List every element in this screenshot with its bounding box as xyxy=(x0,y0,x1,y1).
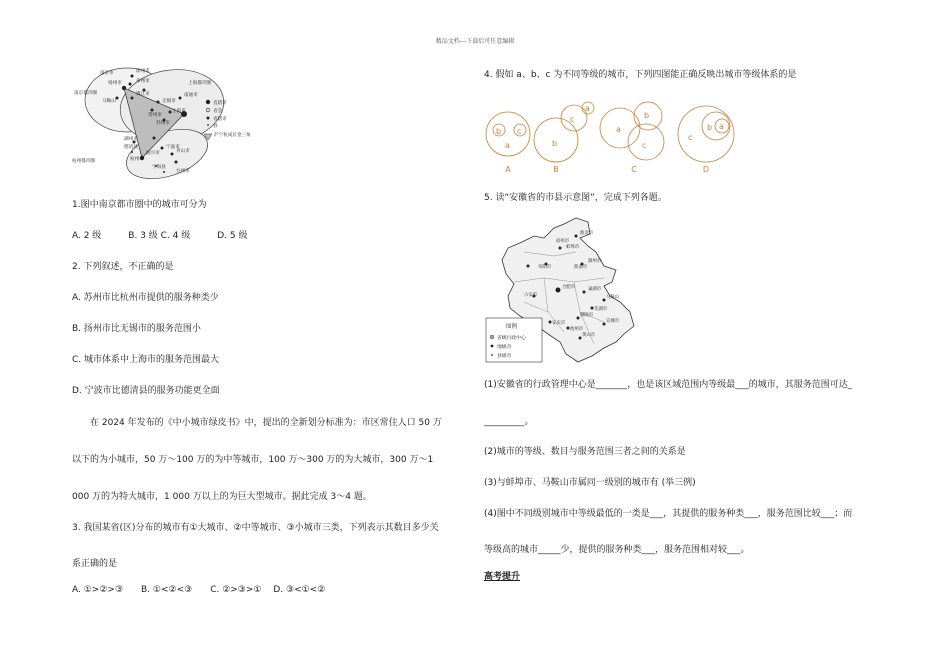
question-5: 5. 读“安徽省的市县示意图”，完成下列各题。 xyxy=(484,193,667,203)
question-2-option-a: A. 苏州市比杭州市提供的服务种类少 xyxy=(72,293,219,303)
svg-text:六安市: 六安市 xyxy=(524,293,538,298)
diagram-d-big-circle xyxy=(678,106,734,162)
svg-text:省会: 省会 xyxy=(213,109,223,114)
intro-paragraph-line-2: 以下的为小城市，50 万～100 万的为中等城市，100 万～300 万的为大城市，300 万～1 xyxy=(72,455,434,465)
svg-text:上海市: 上海市 xyxy=(172,109,186,114)
svg-text:沪宁杭成长金三角: 沪宁杭成长金三角 xyxy=(214,133,251,138)
anhui-legend-item: 省级行政中心 xyxy=(497,336,526,341)
diagram-label-c: C xyxy=(631,165,637,174)
circle-letter: c xyxy=(642,141,647,150)
svg-text:杭州都市圈: 杭州都市圈 xyxy=(72,159,95,164)
svg-text:宿州市: 宿州市 xyxy=(556,239,570,244)
circle-letter: c xyxy=(517,127,522,136)
svg-text:湖州市: 湖州市 xyxy=(124,137,138,142)
subquestion-1-line-2: _________。 xyxy=(484,417,534,427)
circle-letter: a xyxy=(505,141,510,150)
question-4: 4. 假如 a、b、c 为不同等级的城市，下列四图能正确反映出城市等级体系的是 xyxy=(484,70,797,80)
section-heading: 高考提升 xyxy=(484,572,521,582)
svg-text:宣城市: 宣城市 xyxy=(606,319,620,324)
svg-text:巢湖市: 巢湖市 xyxy=(588,287,602,292)
svg-text:淮南市: 淮南市 xyxy=(574,265,588,270)
svg-text:铜陵市: 铜陵市 xyxy=(580,313,594,318)
svg-text:安庆市: 安庆市 xyxy=(552,321,566,326)
intro-paragraph-line-1: 在 2024 年发布的《中小城市绿皮书》中，提出的全新划分标准为：市区常住人口 50 万 xyxy=(90,418,442,428)
diagram-label-d: D xyxy=(702,165,710,174)
question-1-options: A. 2 级 B. 3 级 C. 4 级 D. 5 级 xyxy=(72,231,248,241)
anhui-legend-item: 地级市 xyxy=(497,345,512,350)
svg-text:镇江市: 镇江市 xyxy=(136,92,150,97)
diagram-label-a: A xyxy=(505,165,511,174)
svg-text:苏州市: 苏州市 xyxy=(156,121,170,126)
subquestion-3: (3)与蚌埠市、马鞍山市属同一级别的城市有 (举三例) xyxy=(484,478,696,488)
circle-letter: b xyxy=(552,139,558,148)
svg-text:常州市: 常州市 xyxy=(148,113,162,118)
circle-letter: a xyxy=(585,104,590,113)
svg-text:芜湖市: 芜湖市 xyxy=(594,307,608,312)
svg-text:县: 县 xyxy=(213,124,218,129)
circle-letter: c xyxy=(688,133,693,142)
question-2-option-b: B. 扬州市比无锡市的服务范围小 xyxy=(72,324,201,334)
svg-text:无锡市: 无锡市 xyxy=(162,99,176,104)
svg-text:直辖市: 直辖市 xyxy=(213,101,227,106)
circle-letter: c xyxy=(570,115,575,124)
circle-letter: a xyxy=(719,122,724,131)
question-2-option-d: D. 宁波市比德清县的服务功能更全面 xyxy=(72,386,220,396)
svg-text:南京都市圈: 南京都市圈 xyxy=(74,91,97,96)
intro-paragraph-line-3: 000 万的为特大城市，1 000 万以上的为巨大型城市。据此完成 3～4 题。 xyxy=(72,492,372,502)
svg-text:省辖市: 省辖市 xyxy=(213,117,227,122)
question-2: 2. 下列叙述，不正确的是 xyxy=(72,262,174,272)
circle-letter: b xyxy=(644,111,650,120)
question-3-line-2: 系正确的是 xyxy=(72,559,118,569)
svg-text:杭州市: 杭州市 xyxy=(130,157,144,162)
svg-text:合肥市: 合肥市 xyxy=(562,285,576,290)
svg-text:徐州市: 徐州市 xyxy=(136,69,150,74)
question-3-options: A. ①>②>③ B. ①<②<③ C. ②>③>① D. ③<①<② xyxy=(72,585,326,595)
page-header: 精品文档---下载后可任意编辑 xyxy=(435,38,515,45)
svg-text:绍兴市: 绍兴市 xyxy=(146,151,160,156)
circle-letter: b xyxy=(707,123,713,132)
svg-text:上海都市圈: 上海都市圈 xyxy=(188,81,211,86)
city-hierarchy-diagrams xyxy=(484,90,744,176)
svg-text:南通市: 南通市 xyxy=(184,93,198,98)
circle-letter: b xyxy=(496,127,502,136)
city-system-map xyxy=(72,62,252,186)
svg-text:黄山市: 黄山市 xyxy=(582,333,596,338)
svg-text:马鞍山: 马鞍山 xyxy=(102,99,116,104)
svg-text:德清县: 德清县 xyxy=(124,145,138,150)
subquestion-2: (2)城市的等级、数目与服务范围三者之间的关系是 xyxy=(484,447,686,457)
svg-text:台州市: 台州市 xyxy=(176,169,190,174)
svg-text:池州市: 池州市 xyxy=(570,327,584,332)
svg-text:阜阳市: 阜阳市 xyxy=(538,265,552,270)
anhui-legend-item: 县级市 xyxy=(497,354,512,359)
question-3-line-1: 3. 我国某省(区)分布的城市有①大城市、②中等城市、③小城市三类，下列表示其数目多少关 xyxy=(72,523,439,533)
question-1: 1.图中南京都市圈中的城市可分为 xyxy=(72,200,207,210)
svg-text:淮北市: 淮北市 xyxy=(580,231,594,236)
subquestion-1-line-1: (1)安徽省的行政管理中心是_______，也是该区域范围内等级最___的城市，其服务范围可达_ xyxy=(484,380,853,390)
svg-text:宁海县: 宁海县 xyxy=(152,165,166,170)
svg-text:南京市: 南京市 xyxy=(100,71,114,76)
anhui-map xyxy=(484,212,640,366)
svg-text:泰州市: 泰州市 xyxy=(136,79,150,84)
svg-text:舟山市: 舟山市 xyxy=(176,149,190,154)
svg-text:蚌埠市: 蚌埠市 xyxy=(566,245,580,250)
svg-text:宁波市: 宁波市 xyxy=(166,145,180,150)
svg-text:马鞍山: 马鞍山 xyxy=(606,295,620,300)
question-2-option-c: C. 城市体系中上海市的服务范围最大 xyxy=(72,355,220,365)
subquestion-4-line-1: (4)图中不同级别城市中等级最低的一类是___，其提供的服务种类___，服务范围比较___；而 xyxy=(484,509,853,519)
svg-text:滁州市: 滁州市 xyxy=(588,259,602,264)
circle-letter: a xyxy=(616,125,621,134)
svg-text:扬州市: 扬州市 xyxy=(108,81,122,86)
subquestion-4-line-2: 等级高的城市_____少，提供的服务种类___，服务范围相对较___。 xyxy=(484,545,750,555)
anhui-legend-title: 图例 xyxy=(506,324,518,330)
diagram-label-b: B xyxy=(553,165,559,174)
